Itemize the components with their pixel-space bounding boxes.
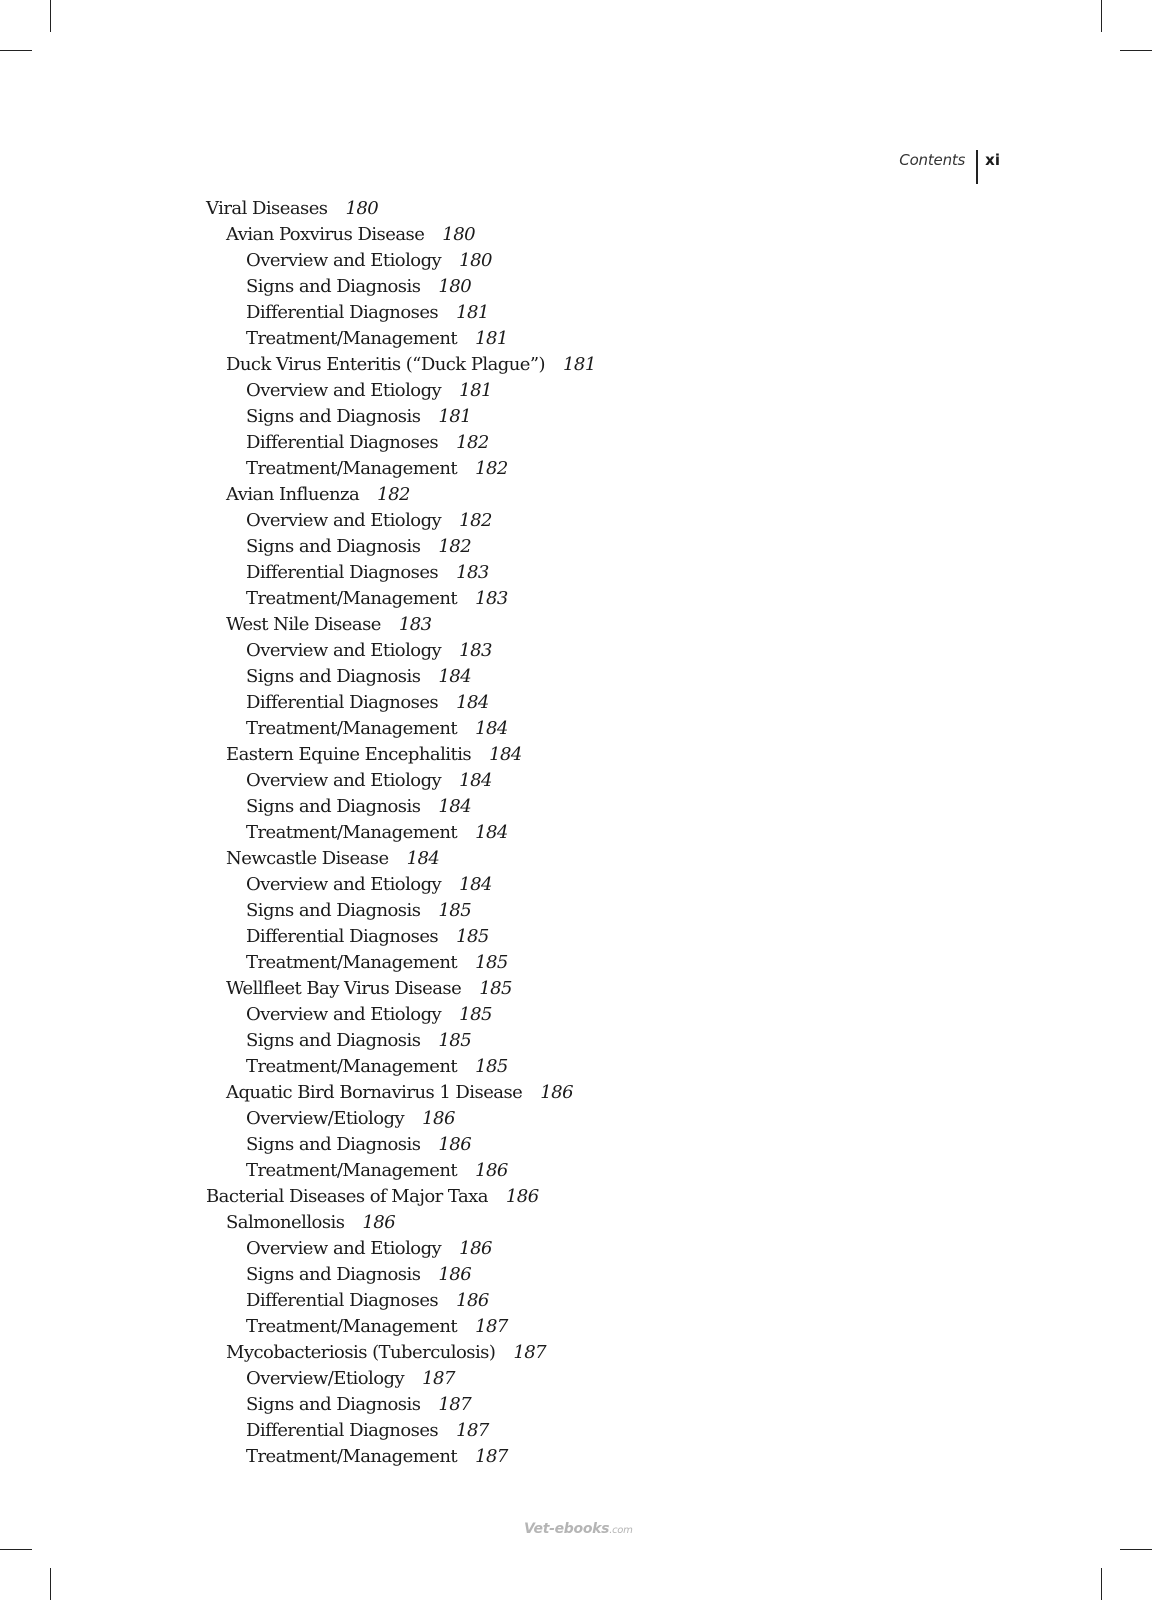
toc-entry-title: Overview and Etiology (246, 1004, 442, 1025)
toc-entry-page: 186 (459, 1238, 492, 1259)
toc-entry-level-3 (206, 898, 596, 924)
crop-mark-top-left-vertical (50, 0, 51, 32)
toc-entry-level-3 (206, 690, 596, 716)
toc-entry-page: 180 (459, 250, 492, 271)
toc-entry-page: 186 (362, 1212, 396, 1233)
toc-entry-page: 185 (438, 1030, 472, 1051)
toc-entry-level-3 (206, 664, 596, 690)
toc-entry-level-3 (206, 1132, 596, 1158)
crop-mark-bottom-right-horizontal (1120, 1549, 1152, 1550)
toc-entry-title: Signs and Diagnosis (246, 276, 421, 297)
crop-mark-bottom-right-vertical (1101, 1568, 1102, 1600)
toc-entry-title: Treatment/Management (246, 1056, 458, 1077)
toc-entry-title: Signs and Diagnosis (246, 1030, 421, 1051)
toc-entry-level-3 (206, 560, 596, 586)
toc-entry-title: Overview/Etiology (246, 1108, 405, 1129)
toc-entry-page: 186 (422, 1108, 455, 1129)
running-head (899, 150, 1000, 184)
toc-entry-page: 187 (438, 1394, 472, 1415)
toc-entry-level-3 (206, 716, 596, 742)
toc-entry-title: Differential Diagnoses (246, 1420, 439, 1441)
toc-entry-page: 187 (513, 1342, 547, 1363)
toc-entry-level-3 (206, 378, 596, 404)
toc-entry-level-3 (206, 1444, 596, 1470)
toc-entry-level-1 (206, 196, 596, 222)
toc-entry-page: 187 (475, 1316, 508, 1337)
toc-entry-title: Avian Poxvirus Disease (226, 224, 425, 245)
toc-entry-page: 186 (438, 1134, 472, 1155)
toc-entry-level-3 (206, 768, 596, 794)
toc-entry-title: Overview and Etiology (246, 640, 442, 661)
toc-entry-page: 184 (438, 666, 472, 687)
toc-entry-page: 184 (456, 692, 489, 713)
toc-entry-page: 185 (456, 926, 489, 947)
toc-entry-level-2 (206, 742, 596, 768)
toc-entry-title: Eastern Equine Encephalitis (226, 744, 472, 765)
toc-entry-page: 185 (475, 1056, 508, 1077)
toc-entry-level-3 (206, 1158, 596, 1184)
toc-entry-page: 184 (489, 744, 522, 765)
toc-entry-page: 180 (345, 198, 379, 219)
toc-entry-level-3 (206, 326, 596, 352)
toc-entry-page: 182 (459, 510, 492, 531)
toc-entry-level-3 (206, 456, 596, 482)
toc-entry-level-3 (206, 404, 596, 430)
toc-entry-page: 182 (438, 536, 472, 557)
toc-entry-level-3 (206, 794, 596, 820)
toc-entry-page: 184 (459, 874, 492, 895)
toc-entry-page: 183 (459, 640, 492, 661)
toc-entry-page: 182 (377, 484, 410, 505)
toc-entry-level-3 (206, 1054, 596, 1080)
toc-entry-page: 186 (505, 1186, 539, 1207)
toc-entry-level-3 (206, 1002, 596, 1028)
toc-entry-page: 186 (438, 1264, 472, 1285)
toc-entry-title: West Nile Disease (226, 614, 381, 635)
toc-entry-level-2 (206, 1210, 596, 1236)
toc-entry-level-2 (206, 482, 596, 508)
page-number: xi (985, 151, 1000, 169)
running-head-section: Contents (899, 151, 966, 169)
toc-entry-title: Treatment/Management (246, 822, 458, 843)
toc-entry-title: Signs and Diagnosis (246, 796, 421, 817)
toc-entry-title: Differential Diagnoses (246, 926, 439, 947)
toc-entry-level-3 (206, 924, 596, 950)
toc-entry-page: 182 (475, 458, 508, 479)
toc-entry-page: 184 (438, 796, 472, 817)
toc-entry-page: 183 (456, 562, 489, 583)
toc-entry-title: Treatment/Management (246, 588, 458, 609)
toc-entry-title: Avian Influenza (226, 484, 360, 505)
toc-entry-title: Differential Diagnoses (246, 692, 439, 713)
crop-mark-top-right-vertical (1101, 0, 1102, 32)
toc-entry-level-2 (206, 352, 596, 378)
toc-entry-level-2 (206, 222, 596, 248)
toc-entry-title: Overview and Etiology (246, 510, 442, 531)
toc-entry-level-3 (206, 300, 596, 326)
watermark-brand: Vet-ebooks (524, 1521, 610, 1537)
toc-entry-level-3 (206, 1392, 596, 1418)
toc-entry-level-3 (206, 950, 596, 976)
toc-entry-level-3 (206, 1366, 596, 1392)
toc-entry-title: Differential Diagnoses (246, 562, 439, 583)
toc-entry-level-3 (206, 586, 596, 612)
toc-entry-page: 187 (422, 1368, 455, 1389)
toc-entry-page: 184 (406, 848, 440, 869)
toc-entry-level-3 (206, 1028, 596, 1054)
toc-entry-title: Wellfleet Bay Virus Disease (226, 978, 462, 999)
toc-entry-page: 186 (456, 1290, 489, 1311)
toc-entry-level-3 (206, 508, 596, 534)
toc-entry-page: 183 (475, 588, 508, 609)
toc-entry-page: 185 (479, 978, 512, 999)
toc-entry-level-3 (206, 1262, 596, 1288)
toc-entry-title: Signs and Diagnosis (246, 666, 421, 687)
toc-entry-page: 184 (475, 822, 508, 843)
toc-entry-page: 181 (563, 354, 596, 375)
toc-entry-level-3 (206, 1236, 596, 1262)
toc-entry-title: Aquatic Bird Bornavirus 1 Disease (226, 1082, 523, 1103)
toc-entry-title: Treatment/Management (246, 1316, 458, 1337)
crop-mark-bottom-left-horizontal (0, 1549, 32, 1550)
toc-entry-page: 181 (475, 328, 508, 349)
toc-entry-title: Signs and Diagnosis (246, 406, 421, 427)
toc-entry-level-3 (206, 430, 596, 456)
toc-entry-page: 180 (442, 224, 476, 245)
toc-entry-title: Treatment/Management (246, 1446, 458, 1467)
toc-entry-level-3 (206, 1418, 596, 1444)
crop-mark-top-left-horizontal (0, 50, 32, 51)
toc-entry-page: 185 (475, 952, 508, 973)
toc-entry-level-3 (206, 248, 596, 274)
toc-entry-title: Treatment/Management (246, 328, 458, 349)
toc-entry-title: Viral Diseases (206, 198, 328, 219)
toc-entry-level-2 (206, 846, 596, 872)
toc-entry-title: Treatment/Management (246, 1160, 458, 1181)
toc-entry-page: 184 (459, 770, 492, 791)
toc-entry-level-3 (206, 1314, 596, 1340)
toc-entry-level-3 (206, 274, 596, 300)
toc-entry-page: 184 (475, 718, 508, 739)
toc-entry-title: Differential Diagnoses (246, 302, 439, 323)
toc-entry-page: 185 (459, 1004, 492, 1025)
toc-entry-title: Overview and Etiology (246, 1238, 442, 1259)
toc-entry-title: Treatment/Management (246, 458, 458, 479)
toc-entry-level-3 (206, 872, 596, 898)
toc-entry-title: Overview and Etiology (246, 380, 442, 401)
toc-entry-title: Signs and Diagnosis (246, 1264, 421, 1285)
toc-entry-title: Duck Virus Enteritis (“Duck Plague”) (226, 354, 546, 375)
toc-entry-page: 181 (438, 406, 472, 427)
toc-entry-level-3 (206, 1106, 596, 1132)
toc-entry-page: 182 (456, 432, 489, 453)
toc-entry-page: 185 (438, 900, 472, 921)
toc-entry-title: Salmonellosis (226, 1212, 345, 1233)
toc-entry-page: 180 (438, 276, 472, 297)
toc-entry-title: Newcastle Disease (226, 848, 389, 869)
toc-entry-title: Mycobacteriosis (Tuberculosis) (226, 1342, 496, 1363)
crop-mark-top-right-horizontal (1120, 50, 1152, 51)
toc-entry-level-3 (206, 534, 596, 560)
toc-entry-level-2 (206, 976, 596, 1002)
toc-entry-title: Treatment/Management (246, 952, 458, 973)
toc-entry-title: Signs and Diagnosis (246, 536, 421, 557)
toc-entry-title: Overview and Etiology (246, 770, 442, 791)
toc-entry-page: 187 (456, 1420, 489, 1441)
toc-entry-page: 183 (398, 614, 432, 635)
toc-entry-title: Differential Diagnoses (246, 432, 439, 453)
toc-entry-level-2 (206, 612, 596, 638)
toc-entry-title: Signs and Diagnosis (246, 900, 421, 921)
toc-entry-title: Treatment/Management (246, 718, 458, 739)
toc-entry-level-3 (206, 638, 596, 664)
toc-entry-title: Bacterial Diseases of Major Taxa (206, 1186, 488, 1207)
toc-entry-level-3 (206, 820, 596, 846)
toc-entry-level-2 (206, 1340, 596, 1366)
toc-entry-level-2 (206, 1080, 596, 1106)
toc-entry-page: 187 (475, 1446, 508, 1467)
toc-entry-page: 186 (475, 1160, 508, 1181)
toc-entry-title: Overview and Etiology (246, 874, 442, 895)
watermark-suffix: .com (609, 1525, 633, 1536)
toc-entry-title: Signs and Diagnosis (246, 1134, 421, 1155)
table-of-contents (206, 196, 596, 1470)
toc-entry-title: Differential Diagnoses (246, 1290, 439, 1311)
watermark-logo (524, 1521, 633, 1537)
toc-entry-page: 181 (456, 302, 489, 323)
crop-mark-bottom-left-vertical (50, 1568, 51, 1600)
toc-entry-title: Overview and Etiology (246, 250, 442, 271)
toc-entry-level-3 (206, 1288, 596, 1314)
toc-entry-title: Overview/Etiology (246, 1368, 405, 1389)
toc-entry-level-1 (206, 1184, 596, 1210)
toc-entry-page: 186 (540, 1082, 573, 1103)
toc-entry-page: 181 (459, 380, 492, 401)
toc-entry-title: Signs and Diagnosis (246, 1394, 421, 1415)
